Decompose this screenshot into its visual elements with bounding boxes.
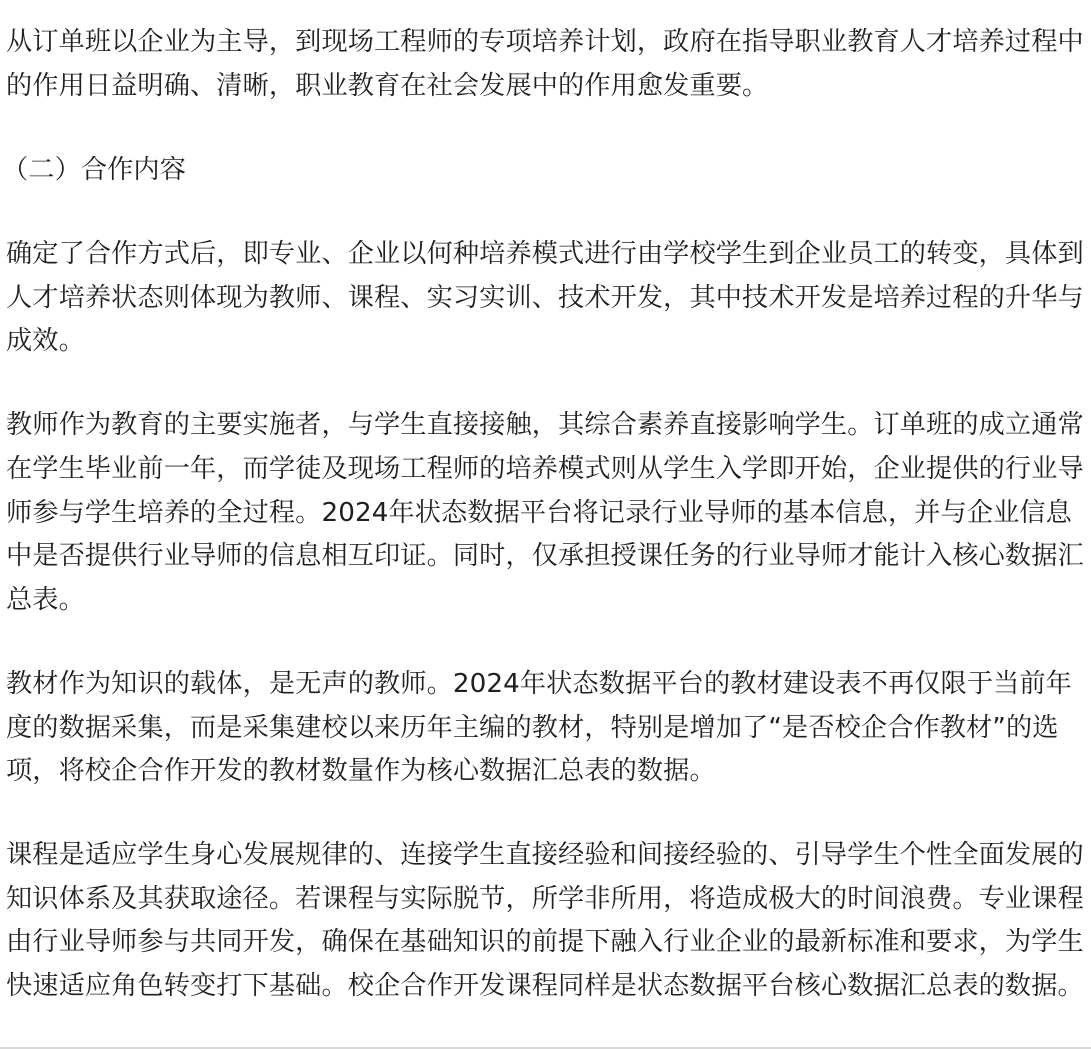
paragraph-5: 课程是适应学生身心发展规律的、连接学生直接经验和间接经验的、引导学生个性全面发展的知识体系及其获取途径。若课程与实际脱节，所学非所用，将造成极大的时间浪费。专业课程由行业导师参与共同开发，确保在基础知识的前提下融入行业企业的最新标准和要求，为学生快速适应角色转变打下基础。校企合作开发课程同样是状态数据平台核心数据汇总表的数据。	[6, 840, 1084, 1002]
paragraph-spacer	[6, 364, 1089, 405]
paragraph-4: 教材作为知识的载体，是无声的教师。2024年状态数据平台的教材建设表不再仅限于当前年度的数据采集，而是采集建校以来历年主编的教材，特别是增加了“是否校企合作教材”的选项，将校企合作开发的教材数量作为核心数据汇总表的数据。	[6, 668, 1072, 787]
paragraph-spacer	[6, 622, 1089, 663]
article-body	[2, 21, 1089, 1009]
paragraph-3: 教师作为教育的主要实施者，与学生直接接触，其综合素养直接影响学生。订单班的成立通常在学生毕业前一年，而学徒及现场工程师的培养模式则从学生入学即开始，企业提供的行业导师参与学生培养的全过程。2024年状态数据平台将记录行业导师的基本信息，并与企业信息中是否提供行业导师的信息相互印证。同时，仅承担授课任务的行业导师才能计入核心数据汇总表。	[6, 410, 1084, 615]
paragraph-spacer	[6, 794, 1089, 835]
paragraph-spacer	[6, 108, 1089, 149]
paragraph-spacer	[6, 192, 1089, 233]
paragraph-1: 从订单班以企业为主导，到现场工程师的专项培养计划，政府在指导职业教育人才培养过程中的作用日益明确、清晰，职业教育在社会发展中的作用愈发重要。	[6, 27, 1084, 101]
section-heading: （二）合作内容	[2, 154, 187, 185]
paragraph-2: 确定了合作方式后，即专业、企业以何种培养模式进行由学校学生到企业员工的转变，具体到人才培养状态则体现为教师、课程、实习实训、技术开发，其中技术开发是培养过程的升华与成效。	[6, 238, 1084, 357]
